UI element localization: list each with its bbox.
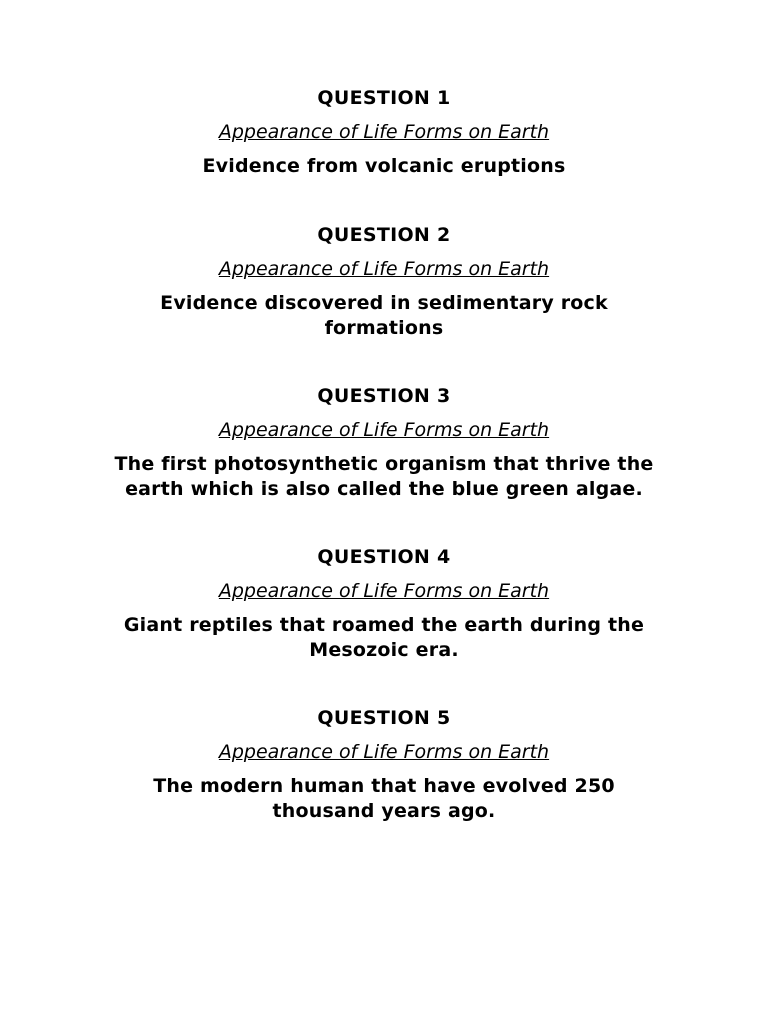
question-title: QUESTION 4 bbox=[317, 546, 451, 568]
question-block-4 bbox=[0, 545, 768, 663]
question-topic: Appearance of Life Forms on Earth bbox=[218, 741, 550, 763]
question-topic: Appearance of Life Forms on Earth bbox=[218, 258, 550, 280]
question-block-5 bbox=[0, 706, 768, 824]
question-answer: The first photosynthetic organism that thrive the earth which is also called the blue green algae. bbox=[114, 453, 654, 500]
question-block-2 bbox=[0, 223, 768, 341]
question-title: QUESTION 2 bbox=[317, 224, 451, 246]
question-block-1 bbox=[0, 86, 768, 179]
question-answer: Giant reptiles that roamed the earth during the Mesozoic era. bbox=[123, 614, 645, 661]
question-topic: Appearance of Life Forms on Earth bbox=[218, 121, 550, 143]
question-title: QUESTION 3 bbox=[317, 385, 451, 407]
question-block-3 bbox=[0, 384, 768, 502]
question-answer: Evidence from volcanic eruptions bbox=[202, 155, 566, 177]
question-answer: The modern human that have evolved 250 thousand years ago. bbox=[153, 775, 615, 822]
question-title: QUESTION 1 bbox=[317, 87, 451, 109]
question-topic: Appearance of Life Forms on Earth bbox=[218, 580, 550, 602]
question-answer: Evidence discovered in sedimentary rock formations bbox=[160, 292, 608, 339]
question-title: QUESTION 5 bbox=[317, 707, 451, 729]
question-topic: Appearance of Life Forms on Earth bbox=[218, 419, 550, 441]
